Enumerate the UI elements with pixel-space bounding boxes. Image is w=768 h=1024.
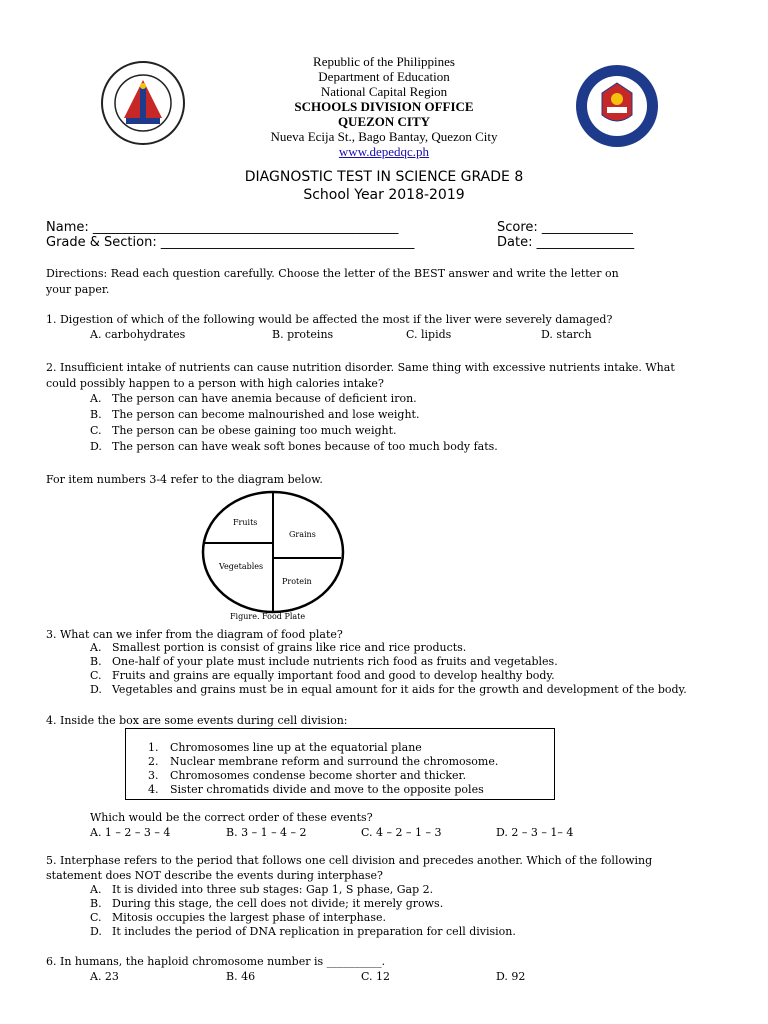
plate-label-vegetables: Vegetables bbox=[219, 562, 264, 571]
q1-option-c: C. lipids bbox=[406, 328, 452, 341]
q2-option-c: C. The person can be obese gaining too much weight. bbox=[90, 424, 397, 437]
event-3: 3. Chromosomes condense become shorter and thicker. bbox=[148, 769, 467, 782]
q2-option-d: D. The person can have weak soft bones because of too much body fats. bbox=[90, 440, 498, 453]
header-region: National Capital Region bbox=[320, 84, 448, 99]
header-website-link[interactable]: www.depedqc.ph bbox=[338, 144, 430, 159]
q1-option-a: A. carbohydrates bbox=[90, 328, 186, 341]
event-2: 2. Nuclear membrane reform and surround the chromosome. bbox=[148, 755, 499, 768]
question-4: 4. Inside the box are some events during cell division: bbox=[46, 714, 348, 727]
question-2-line-1: 2. Insufficient intake of nutrients can cause nutrition disorder. Same thing with excessive nutrients intake. What bbox=[46, 361, 675, 374]
directions-line-1: Directions: Read each question carefully. Choose the letter of the BEST answer and write the letter on bbox=[46, 267, 619, 280]
q6-option-a: A. 23 bbox=[90, 970, 119, 983]
diagram-intro: For item numbers 3-4 refer to the diagram below. bbox=[46, 473, 323, 486]
header-address: Nueva Ecija St., Bago Bantay, Quezon City bbox=[270, 129, 498, 144]
q6-option-c: C. 12 bbox=[361, 970, 391, 983]
q6-option-d: D. 92 bbox=[496, 970, 526, 983]
question-1: 1. Digestion of which of the following would be affected the most if the liver were severely damaged? bbox=[46, 313, 613, 326]
header-division-office: SCHOOLS DIVISION OFFICE bbox=[294, 99, 474, 114]
q4-prompt: Which would be the correct order of these events? bbox=[90, 811, 373, 824]
header-city: QUEZON CITY bbox=[337, 114, 431, 129]
school-year: School Year 2018-2019 bbox=[303, 187, 465, 203]
q4-option-b: B. 3 – 1 – 4 – 2 bbox=[226, 826, 307, 839]
date-field[interactable]: Date: _______________ bbox=[497, 235, 635, 250]
name-field[interactable]: Name: _______________________________________________ bbox=[46, 220, 399, 235]
event-1: 1. Chromosomes line up at the equatorial plane bbox=[148, 741, 422, 754]
q1-option-d: D. starch bbox=[541, 328, 592, 341]
q5-option-a: A. It is divided into three sub stages: Gap 1, S phase, Gap 2. bbox=[90, 883, 434, 896]
q4-option-d: D. 2 – 3 – 1– 4 bbox=[496, 826, 574, 839]
q1-option-b: B. proteins bbox=[272, 328, 334, 341]
food-plate-diagram bbox=[198, 488, 348, 626]
q3-option-b: B. One-half of your plate must include nutrients rich food as fruits and vegetables. bbox=[90, 655, 558, 668]
header-department: Department of Education bbox=[318, 69, 450, 84]
q5-option-b: B. During this stage, the cell does not divide; it merely grows. bbox=[90, 897, 444, 910]
q4-option-a: A. 1 – 2 – 3 – 4 bbox=[90, 826, 171, 839]
q3-option-d: D. Vegetables and grains must be in equal amount for it aids for the growth and development of the body. bbox=[90, 683, 687, 696]
plate-caption: Figure. Food Plate bbox=[230, 612, 306, 621]
question-5-line-1: 5. Interphase refers to the period that follows one cell division and precedes another. Which of the following bbox=[46, 854, 653, 867]
question-6: 6. In humans, the haploid chromosome number is __________. bbox=[46, 955, 386, 968]
score-field[interactable]: Score: ______________ bbox=[497, 220, 633, 235]
q4-option-c: C. 4 – 2 – 1 – 3 bbox=[361, 826, 442, 839]
q6-option-b: B. 46 bbox=[226, 970, 256, 983]
plate-label-fruits: Fruits bbox=[233, 518, 258, 527]
grade-section-field[interactable]: Grade & Section: _______________________________________ bbox=[46, 235, 415, 250]
directions-line-2: your paper. bbox=[46, 283, 110, 296]
question-5-line-2: statement does NOT describe the events during interphase? bbox=[46, 869, 383, 882]
q5-option-d: D. It includes the period of DNA replication in preparation for cell division. bbox=[90, 925, 516, 938]
q3-option-a: A. Smallest portion is consist of grains like rice and rice products. bbox=[90, 641, 467, 654]
q2-option-a: A. The person can have anemia because of deficient iron. bbox=[90, 392, 417, 405]
q2-option-b: B. The person can become malnourished and lose weight. bbox=[90, 408, 420, 421]
q5-option-c: C. Mitosis occupies the largest phase of interphase. bbox=[90, 911, 386, 924]
test-title: DIAGNOSTIC TEST IN SCIENCE GRADE 8 bbox=[244, 169, 524, 185]
q3-option-c: C. Fruits and grains are equally important food and good to develop healthy body. bbox=[90, 669, 555, 682]
plate-label-protein: Protein bbox=[282, 577, 312, 586]
question-2-line-2: could possibly happen to a person with high calories intake? bbox=[46, 377, 384, 390]
plate-label-grains: Grains bbox=[289, 530, 316, 539]
header-republic: Republic of the Philippines bbox=[313, 54, 455, 69]
question-3: 3. What can we infer from the diagram of food plate? bbox=[46, 628, 343, 641]
event-4: 4. Sister chromatids divide and move to the opposite poles bbox=[148, 783, 484, 796]
